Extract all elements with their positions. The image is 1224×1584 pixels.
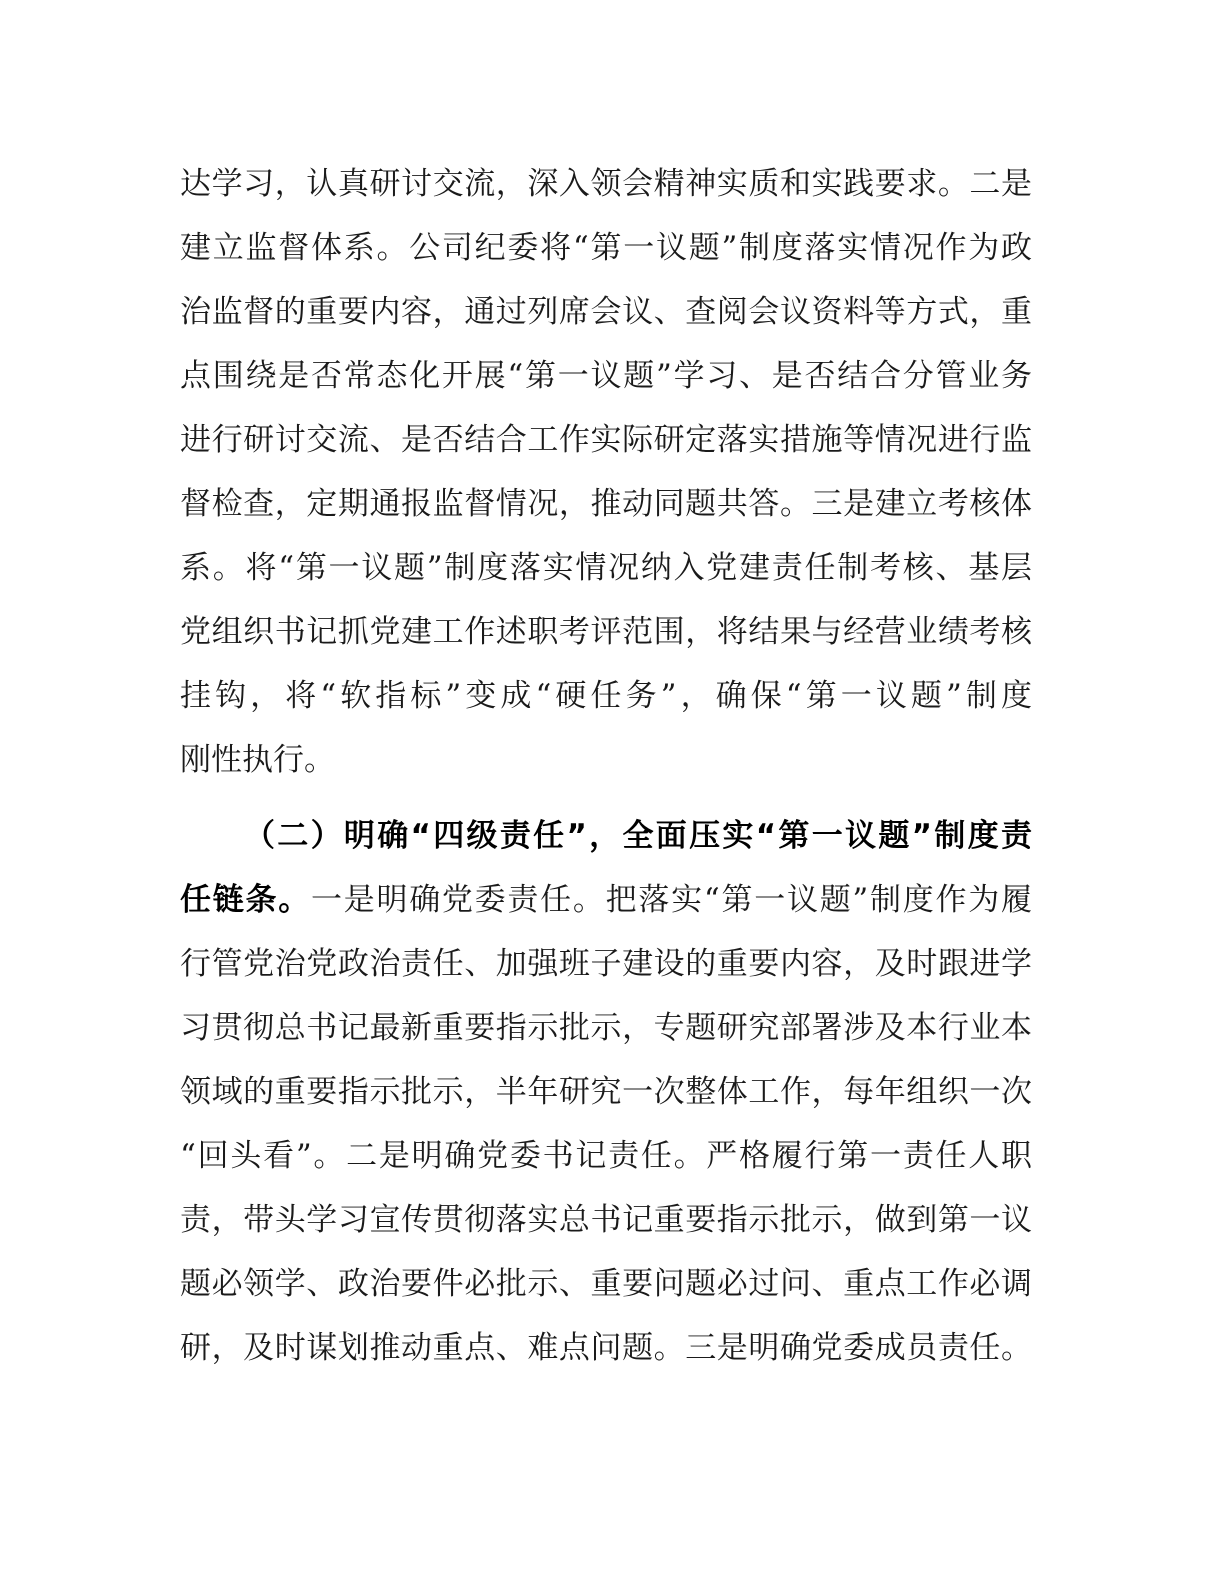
section-heading-end: 任链条。: [180, 882, 311, 918]
paragraph-line: 党组织书记抓党建工作述职考评范围，将结果与经营业绩考核: [180, 614, 1032, 650]
paragraph-line: 责，带头学习宣传贯彻落实总书记重要指示批示，做到第一议: [180, 1202, 1032, 1238]
paragraph-line: 题必领学、政治要件必批示、重要问题必过问、重点工作必调: [180, 1266, 1032, 1302]
paragraph-line: 达学习，认真研讨交流，深入领会精神实质和实践要求。二是: [180, 166, 1032, 202]
section-text-start: 一是明确党委责任。把落实“第一议题”制度作为履: [310, 882, 1032, 918]
paragraph-line: 督检查，定期通报监督情况，推动同题共答。三是建立考核体: [180, 486, 1032, 522]
paragraph-line: 进行研讨交流、是否结合工作实际研定落实措施等情况进行监: [180, 422, 1032, 458]
paragraph-line: 挂钩，将“软指标”变成“硬任务”，确保“第一议题”制度: [180, 678, 1032, 714]
paragraph-line: “回头看”。二是明确党委书记责任。严格履行第一责任人职: [180, 1138, 1032, 1174]
paragraph-line: 系。将“第一议题”制度落实情况纳入党建责任制考核、基层: [180, 550, 1032, 586]
paragraph-line: 点围绕是否常态化开展“第一议题”学习、是否结合分管业务: [180, 358, 1032, 394]
section-heading-continuation: [180, 868, 1032, 932]
paragraph-line: 建立监督体系。公司纪委将“第一议题”制度落实情况作为政: [180, 230, 1032, 266]
paragraph-line: 刚性执行。: [180, 742, 335, 778]
paragraph-line: 习贯彻总书记最新重要指示批示，专题研究部署涉及本行业本: [180, 1010, 1032, 1046]
paragraph-line: 领域的重要指示批示，半年研究一次整体工作，每年组织一次: [180, 1074, 1032, 1110]
paragraph-line: 行管党治党政治责任、加强班子建设的重要内容，及时跟进学: [180, 946, 1032, 982]
section-heading: （二）明确“四级责任”，全面压实“第一议题”制度责: [244, 818, 1032, 854]
paragraph-line: 研，及时谋划推动重点、难点问题。三是明确党委成员责任。: [180, 1330, 1032, 1366]
paragraph-line: 治监督的重要内容，通过列席会议、查阅会议资料等方式，重: [180, 294, 1032, 330]
